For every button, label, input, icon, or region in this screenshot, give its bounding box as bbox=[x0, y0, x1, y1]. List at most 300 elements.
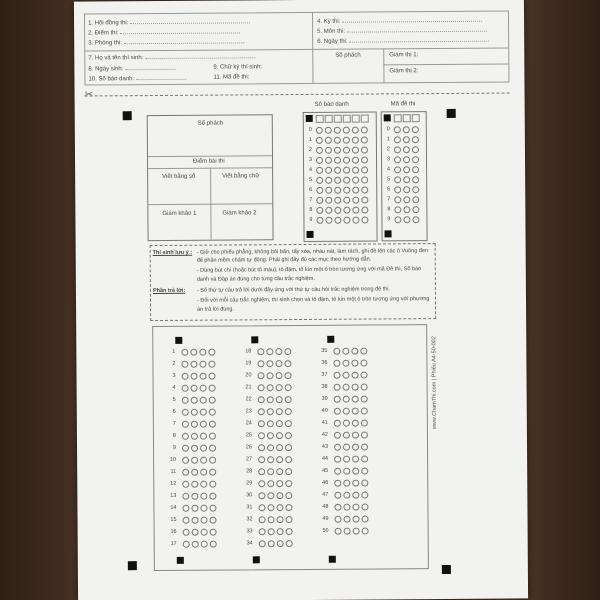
answer-bubble[interactable] bbox=[334, 456, 341, 463]
sbd-bubble[interactable] bbox=[316, 127, 323, 134]
answer-bubble[interactable] bbox=[209, 433, 216, 440]
answer-bubble[interactable] bbox=[344, 516, 351, 523]
answer-bubble[interactable] bbox=[199, 361, 206, 368]
answer-bubble[interactable] bbox=[335, 528, 342, 535]
answer-bubble[interactable] bbox=[191, 421, 198, 428]
answer-bubble[interactable] bbox=[285, 444, 292, 451]
answer-bubble[interactable] bbox=[210, 541, 217, 548]
answer-bubble[interactable] bbox=[342, 360, 349, 367]
mdt-bubble[interactable] bbox=[403, 166, 410, 173]
answer-bubble[interactable] bbox=[267, 396, 274, 403]
answer-bubble[interactable] bbox=[276, 408, 283, 415]
mdt-bubble[interactable] bbox=[412, 126, 419, 133]
sbd-bubble[interactable] bbox=[334, 197, 341, 204]
answer-bubble[interactable] bbox=[284, 348, 291, 355]
answer-bubble[interactable] bbox=[209, 409, 216, 416]
sbd-write-cell[interactable] bbox=[361, 115, 369, 123]
sbd-bubble[interactable] bbox=[343, 177, 350, 184]
answer-bubble[interactable] bbox=[209, 385, 216, 392]
answer-bubble[interactable] bbox=[276, 396, 283, 403]
answer-bubble[interactable] bbox=[259, 540, 266, 547]
answer-bubble[interactable] bbox=[362, 516, 369, 523]
sbd-bubble[interactable] bbox=[361, 157, 368, 164]
mdt-bubble[interactable] bbox=[403, 156, 410, 163]
mdt-write-cell[interactable] bbox=[403, 114, 411, 122]
answer-bubble[interactable] bbox=[181, 349, 188, 356]
sbd-bubble[interactable] bbox=[316, 177, 323, 184]
mdt-write-cell[interactable] bbox=[394, 114, 402, 122]
answer-bubble[interactable] bbox=[266, 348, 273, 355]
answer-bubble[interactable] bbox=[343, 492, 350, 499]
answer-bubble[interactable] bbox=[191, 385, 198, 392]
mdt-bubble[interactable] bbox=[412, 186, 419, 193]
answer-bubble[interactable] bbox=[334, 444, 341, 451]
answer-bubble[interactable] bbox=[210, 517, 217, 524]
answer-bubble[interactable] bbox=[343, 444, 350, 451]
answer-bubble[interactable] bbox=[190, 349, 197, 356]
sbd-bubble[interactable] bbox=[325, 137, 332, 144]
answer-bubble[interactable] bbox=[200, 409, 207, 416]
answer-bubble[interactable] bbox=[361, 480, 368, 487]
sbd-bubble[interactable] bbox=[361, 137, 368, 144]
answer-bubble[interactable] bbox=[182, 421, 189, 428]
answer-bubble[interactable] bbox=[267, 420, 274, 427]
answer-bubble[interactable] bbox=[276, 492, 283, 499]
answer-bubble[interactable] bbox=[352, 372, 359, 379]
answer-bubble[interactable] bbox=[209, 397, 216, 404]
answer-bubble[interactable] bbox=[267, 432, 274, 439]
answer-bubble[interactable] bbox=[208, 349, 215, 356]
answer-bubble[interactable] bbox=[190, 361, 197, 368]
answer-bubble[interactable] bbox=[199, 349, 206, 356]
answer-bubble[interactable] bbox=[191, 469, 198, 476]
answer-bubble[interactable] bbox=[182, 433, 189, 440]
mdt-bubble[interactable] bbox=[394, 156, 401, 163]
answer-bubble[interactable] bbox=[334, 492, 341, 499]
sbd-bubble[interactable] bbox=[316, 157, 323, 164]
sbd-bubble[interactable] bbox=[361, 217, 368, 224]
answer-bubble[interactable] bbox=[275, 348, 282, 355]
answer-bubble[interactable] bbox=[183, 541, 190, 548]
answer-bubble[interactable] bbox=[277, 516, 284, 523]
sbd-bubble[interactable] bbox=[361, 187, 368, 194]
answer-bubble[interactable] bbox=[209, 445, 216, 452]
sbd-bubble[interactable] bbox=[343, 147, 350, 154]
answer-bubble[interactable] bbox=[200, 457, 207, 464]
mdt-bubble[interactable] bbox=[394, 136, 401, 143]
answer-bubble[interactable] bbox=[353, 528, 360, 535]
mdt-bubble[interactable] bbox=[394, 166, 401, 173]
answer-bubble[interactable] bbox=[352, 384, 359, 391]
answer-bubble[interactable] bbox=[276, 444, 283, 451]
answer-bubble[interactable] bbox=[343, 372, 350, 379]
answer-bubble[interactable] bbox=[333, 360, 340, 367]
answer-bubble[interactable] bbox=[258, 396, 265, 403]
answer-bubble[interactable] bbox=[258, 384, 265, 391]
sbd-bubble[interactable] bbox=[352, 127, 359, 134]
answer-bubble[interactable] bbox=[285, 456, 292, 463]
answer-bubble[interactable] bbox=[343, 468, 350, 475]
answer-bubble[interactable] bbox=[200, 445, 207, 452]
sbd-bubble[interactable] bbox=[361, 167, 368, 174]
answer-bubble[interactable] bbox=[258, 408, 265, 415]
sbd-bubble[interactable] bbox=[352, 167, 359, 174]
answer-bubble[interactable] bbox=[191, 409, 198, 416]
answer-bubble[interactable] bbox=[191, 457, 198, 464]
answer-bubble[interactable] bbox=[343, 408, 350, 415]
answer-bubble[interactable] bbox=[352, 432, 359, 439]
answer-bubble[interactable] bbox=[361, 504, 368, 511]
sbd-bubble[interactable] bbox=[343, 127, 350, 134]
answer-bubble[interactable] bbox=[276, 384, 283, 391]
answer-bubble[interactable] bbox=[343, 432, 350, 439]
sbd-bubble[interactable] bbox=[352, 197, 359, 204]
mdt-bubble[interactable] bbox=[394, 176, 401, 183]
sbd-bubble[interactable] bbox=[334, 147, 341, 154]
answer-bubble[interactable] bbox=[276, 456, 283, 463]
answer-bubble[interactable] bbox=[258, 444, 265, 451]
answer-bubble[interactable] bbox=[181, 361, 188, 368]
answer-bubble[interactable] bbox=[361, 372, 368, 379]
answer-bubble[interactable] bbox=[333, 348, 340, 355]
answer-bubble[interactable] bbox=[268, 528, 275, 535]
answer-bubble[interactable] bbox=[183, 529, 190, 536]
answer-bubble[interactable] bbox=[267, 456, 274, 463]
answer-bubble[interactable] bbox=[182, 397, 189, 404]
answer-bubble[interactable] bbox=[182, 385, 189, 392]
answer-bubble[interactable] bbox=[285, 432, 292, 439]
answer-bubble[interactable] bbox=[351, 348, 358, 355]
answer-bubble[interactable] bbox=[257, 360, 264, 367]
sbd-bubble[interactable] bbox=[343, 207, 350, 214]
sbd-bubble[interactable] bbox=[334, 187, 341, 194]
sbd-bubble[interactable] bbox=[334, 217, 341, 224]
mdt-bubble[interactable] bbox=[412, 136, 419, 143]
answer-bubble[interactable] bbox=[334, 384, 341, 391]
answer-bubble[interactable] bbox=[210, 529, 217, 536]
sbd-bubble[interactable] bbox=[316, 217, 323, 224]
answer-bubble[interactable] bbox=[360, 360, 367, 367]
answer-bubble[interactable] bbox=[335, 516, 342, 523]
answer-bubble[interactable] bbox=[361, 396, 368, 403]
answer-bubble[interactable] bbox=[285, 396, 292, 403]
answer-bubble[interactable] bbox=[352, 420, 359, 427]
sbd-bubble[interactable] bbox=[325, 127, 332, 134]
answer-bubble[interactable] bbox=[191, 397, 198, 404]
answer-bubble[interactable] bbox=[201, 517, 208, 524]
answer-bubble[interactable] bbox=[343, 396, 350, 403]
answer-bubble[interactable] bbox=[182, 373, 189, 380]
answer-bubble[interactable] bbox=[334, 396, 341, 403]
sbd-bubble[interactable] bbox=[316, 187, 323, 194]
answer-bubble[interactable] bbox=[200, 421, 207, 428]
answer-bubble[interactable] bbox=[182, 409, 189, 416]
sbd-bubble[interactable] bbox=[316, 167, 323, 174]
answer-bubble[interactable] bbox=[285, 372, 292, 379]
answer-bubble[interactable] bbox=[343, 480, 350, 487]
answer-bubble[interactable] bbox=[182, 469, 189, 476]
answer-bubble[interactable] bbox=[259, 528, 266, 535]
answer-bubble[interactable] bbox=[352, 456, 359, 463]
sbd-bubble[interactable] bbox=[325, 217, 332, 224]
answer-bubble[interactable] bbox=[200, 397, 207, 404]
answer-bubble[interactable] bbox=[361, 384, 368, 391]
answer-bubble[interactable] bbox=[275, 360, 282, 367]
answer-bubble[interactable] bbox=[267, 384, 274, 391]
answer-bubble[interactable] bbox=[361, 468, 368, 475]
answer-bubble[interactable] bbox=[361, 432, 368, 439]
sbd-bubble[interactable] bbox=[316, 197, 323, 204]
answer-bubble[interactable] bbox=[191, 505, 198, 512]
answer-bubble[interactable] bbox=[267, 480, 274, 487]
answer-bubble[interactable] bbox=[258, 504, 265, 511]
answer-bubble[interactable] bbox=[286, 540, 293, 547]
answer-bubble[interactable] bbox=[352, 468, 359, 475]
mdt-bubble[interactable] bbox=[403, 176, 410, 183]
answer-bubble[interactable] bbox=[258, 480, 265, 487]
sbd-bubble[interactable] bbox=[325, 207, 332, 214]
answer-bubble[interactable] bbox=[286, 528, 293, 535]
answer-bubble[interactable] bbox=[266, 360, 273, 367]
sbd-write-cell[interactable] bbox=[352, 115, 360, 123]
answer-bubble[interactable] bbox=[343, 456, 350, 463]
mdt-bubble[interactable] bbox=[403, 186, 410, 193]
sbd-bubble[interactable] bbox=[316, 137, 323, 144]
answer-bubble[interactable] bbox=[267, 468, 274, 475]
answer-bubble[interactable] bbox=[200, 433, 207, 440]
answer-bubble[interactable] bbox=[334, 432, 341, 439]
answer-bubble[interactable] bbox=[209, 493, 216, 500]
answer-bubble[interactable] bbox=[276, 504, 283, 511]
answer-bubble[interactable] bbox=[361, 492, 368, 499]
sbd-bubble[interactable] bbox=[325, 197, 332, 204]
answer-bubble[interactable] bbox=[352, 504, 359, 511]
answer-bubble[interactable] bbox=[209, 457, 216, 464]
answer-bubble[interactable] bbox=[191, 373, 198, 380]
mdt-bubble[interactable] bbox=[403, 126, 410, 133]
sbd-bubble[interactable] bbox=[352, 157, 359, 164]
answer-bubble[interactable] bbox=[352, 408, 359, 415]
answer-bubble[interactable] bbox=[200, 493, 207, 500]
answer-bubble[interactable] bbox=[343, 384, 350, 391]
answer-bubble[interactable] bbox=[285, 492, 292, 499]
sbd-bubble[interactable] bbox=[316, 207, 323, 214]
answer-bubble[interactable] bbox=[276, 420, 283, 427]
answer-bubble[interactable] bbox=[200, 385, 207, 392]
answer-bubble[interactable] bbox=[285, 504, 292, 511]
sbd-bubble[interactable] bbox=[343, 217, 350, 224]
answer-bubble[interactable] bbox=[334, 408, 341, 415]
answer-bubble[interactable] bbox=[342, 348, 349, 355]
answer-bubble[interactable] bbox=[334, 468, 341, 475]
sbd-bubble[interactable] bbox=[325, 167, 332, 174]
sbd-bubble[interactable] bbox=[361, 207, 368, 214]
sbd-bubble[interactable] bbox=[343, 167, 350, 174]
answer-bubble[interactable] bbox=[183, 517, 190, 524]
sbd-write-cell[interactable] bbox=[334, 115, 342, 123]
answer-bubble[interactable] bbox=[267, 444, 274, 451]
sbd-bubble[interactable] bbox=[325, 147, 332, 154]
mdt-bubble[interactable] bbox=[394, 216, 401, 223]
answer-bubble[interactable] bbox=[257, 348, 264, 355]
mdt-bubble[interactable] bbox=[412, 206, 419, 213]
sbd-bubble[interactable] bbox=[316, 147, 323, 154]
answer-bubble[interactable] bbox=[276, 372, 283, 379]
mdt-bubble[interactable] bbox=[403, 216, 410, 223]
answer-bubble[interactable] bbox=[362, 528, 369, 535]
sbd-bubble[interactable] bbox=[325, 187, 332, 194]
mdt-bubble[interactable] bbox=[403, 206, 410, 213]
sbd-bubble[interactable] bbox=[334, 177, 341, 184]
answer-bubble[interactable] bbox=[209, 469, 216, 476]
answer-bubble[interactable] bbox=[182, 505, 189, 512]
answer-bubble[interactable] bbox=[351, 360, 358, 367]
answer-bubble[interactable] bbox=[209, 505, 216, 512]
answer-bubble[interactable] bbox=[191, 445, 198, 452]
mdt-write-cell[interactable] bbox=[412, 114, 420, 122]
sbd-write-cell[interactable] bbox=[343, 115, 351, 123]
answer-bubble[interactable] bbox=[209, 421, 216, 428]
mdt-bubble[interactable] bbox=[403, 196, 410, 203]
mdt-bubble[interactable] bbox=[403, 136, 410, 143]
sbd-bubble[interactable] bbox=[361, 197, 368, 204]
sbd-bubble[interactable] bbox=[343, 187, 350, 194]
answer-bubble[interactable] bbox=[182, 481, 189, 488]
sbd-bubble[interactable] bbox=[352, 177, 359, 184]
answer-bubble[interactable] bbox=[353, 516, 360, 523]
answer-bubble[interactable] bbox=[268, 540, 275, 547]
answer-bubble[interactable] bbox=[192, 529, 199, 536]
answer-bubble[interactable] bbox=[334, 372, 341, 379]
answer-bubble[interactable] bbox=[352, 444, 359, 451]
answer-bubble[interactable] bbox=[258, 432, 265, 439]
answer-bubble[interactable] bbox=[200, 373, 207, 380]
sbd-bubble[interactable] bbox=[334, 127, 341, 134]
answer-bubble[interactable] bbox=[192, 541, 199, 548]
sbd-bubble[interactable] bbox=[352, 187, 359, 194]
answer-bubble[interactable] bbox=[267, 504, 274, 511]
answer-bubble[interactable] bbox=[285, 420, 292, 427]
answer-bubble[interactable] bbox=[285, 468, 292, 475]
answer-bubble[interactable] bbox=[267, 492, 274, 499]
answer-bubble[interactable] bbox=[334, 504, 341, 511]
answer-bubble[interactable] bbox=[344, 528, 351, 535]
answer-bubble[interactable] bbox=[268, 516, 275, 523]
answer-bubble[interactable] bbox=[192, 517, 199, 524]
answer-bubble[interactable] bbox=[200, 505, 207, 512]
answer-bubble[interactable] bbox=[285, 480, 292, 487]
sbd-bubble[interactable] bbox=[334, 157, 341, 164]
mdt-bubble[interactable] bbox=[394, 186, 401, 193]
answer-bubble[interactable] bbox=[258, 420, 265, 427]
sbd-bubble[interactable] bbox=[343, 157, 350, 164]
sbd-bubble[interactable] bbox=[361, 147, 368, 154]
answer-bubble[interactable] bbox=[361, 408, 368, 415]
answer-bubble[interactable] bbox=[258, 456, 265, 463]
answer-bubble[interactable] bbox=[191, 433, 198, 440]
sbd-bubble[interactable] bbox=[343, 197, 350, 204]
sbd-write-cell[interactable] bbox=[316, 115, 324, 123]
answer-bubble[interactable] bbox=[276, 432, 283, 439]
answer-bubble[interactable] bbox=[191, 481, 198, 488]
sbd-bubble[interactable] bbox=[361, 177, 368, 184]
answer-bubble[interactable] bbox=[361, 420, 368, 427]
answer-bubble[interactable] bbox=[277, 540, 284, 547]
sbd-write-cell[interactable] bbox=[325, 115, 333, 123]
answer-bubble[interactable] bbox=[267, 372, 274, 379]
answer-bubble[interactable] bbox=[276, 468, 283, 475]
answer-bubble[interactable] bbox=[343, 420, 350, 427]
mdt-bubble[interactable] bbox=[412, 156, 419, 163]
answer-bubble[interactable] bbox=[360, 348, 367, 355]
answer-bubble[interactable] bbox=[267, 408, 274, 415]
answer-bubble[interactable] bbox=[208, 361, 215, 368]
answer-bubble[interactable] bbox=[209, 481, 216, 488]
mdt-bubble[interactable] bbox=[412, 146, 419, 153]
sbd-bubble[interactable] bbox=[325, 157, 332, 164]
mdt-bubble[interactable] bbox=[412, 176, 419, 183]
answer-bubble[interactable] bbox=[258, 492, 265, 499]
mdt-bubble[interactable] bbox=[403, 146, 410, 153]
answer-bubble[interactable] bbox=[182, 493, 189, 500]
sbd-bubble[interactable] bbox=[352, 217, 359, 224]
answer-bubble[interactable] bbox=[284, 360, 291, 367]
sbd-bubble[interactable] bbox=[334, 167, 341, 174]
mdt-bubble[interactable] bbox=[394, 196, 401, 203]
answer-bubble[interactable] bbox=[352, 480, 359, 487]
mdt-bubble[interactable] bbox=[412, 166, 419, 173]
sbd-bubble[interactable] bbox=[352, 207, 359, 214]
answer-bubble[interactable] bbox=[334, 420, 341, 427]
answer-bubble[interactable] bbox=[276, 480, 283, 487]
answer-bubble[interactable] bbox=[258, 372, 265, 379]
mdt-bubble[interactable] bbox=[394, 146, 401, 153]
sbd-bubble[interactable] bbox=[334, 207, 341, 214]
sbd-bubble[interactable] bbox=[352, 137, 359, 144]
mdt-bubble[interactable] bbox=[394, 206, 401, 213]
sbd-bubble[interactable] bbox=[325, 177, 332, 184]
answer-bubble[interactable] bbox=[182, 445, 189, 452]
mdt-bubble[interactable] bbox=[412, 196, 419, 203]
answer-bubble[interactable] bbox=[201, 541, 208, 548]
answer-bubble[interactable] bbox=[191, 493, 198, 500]
answer-bubble[interactable] bbox=[285, 384, 292, 391]
answer-bubble[interactable] bbox=[258, 468, 265, 475]
answer-bubble[interactable] bbox=[334, 480, 341, 487]
sbd-bubble[interactable] bbox=[334, 137, 341, 144]
answer-bubble[interactable] bbox=[209, 373, 216, 380]
answer-bubble[interactable] bbox=[277, 528, 284, 535]
answer-bubble[interactable] bbox=[201, 529, 208, 536]
answer-bubble[interactable] bbox=[361, 456, 368, 463]
mdt-bubble[interactable] bbox=[394, 126, 401, 133]
answer-bubble[interactable] bbox=[286, 516, 293, 523]
question-number: 37 bbox=[321, 371, 328, 378]
answer-bubble[interactable] bbox=[352, 396, 359, 403]
answer-bubble[interactable] bbox=[200, 469, 207, 476]
answer-bubble[interactable] bbox=[285, 408, 292, 415]
sbd-bubble[interactable] bbox=[361, 127, 368, 134]
sbd-bubble[interactable] bbox=[352, 147, 359, 154]
answer-bubble[interactable] bbox=[352, 492, 359, 499]
answer-bubble[interactable] bbox=[259, 516, 266, 523]
answer-bubble[interactable] bbox=[361, 444, 368, 451]
mdt-bubble[interactable] bbox=[412, 216, 419, 223]
sbd-bubble[interactable] bbox=[343, 137, 350, 144]
answer-bubble[interactable] bbox=[200, 481, 207, 488]
answer-bubble[interactable] bbox=[343, 504, 350, 511]
answer-bubble[interactable] bbox=[182, 457, 189, 464]
